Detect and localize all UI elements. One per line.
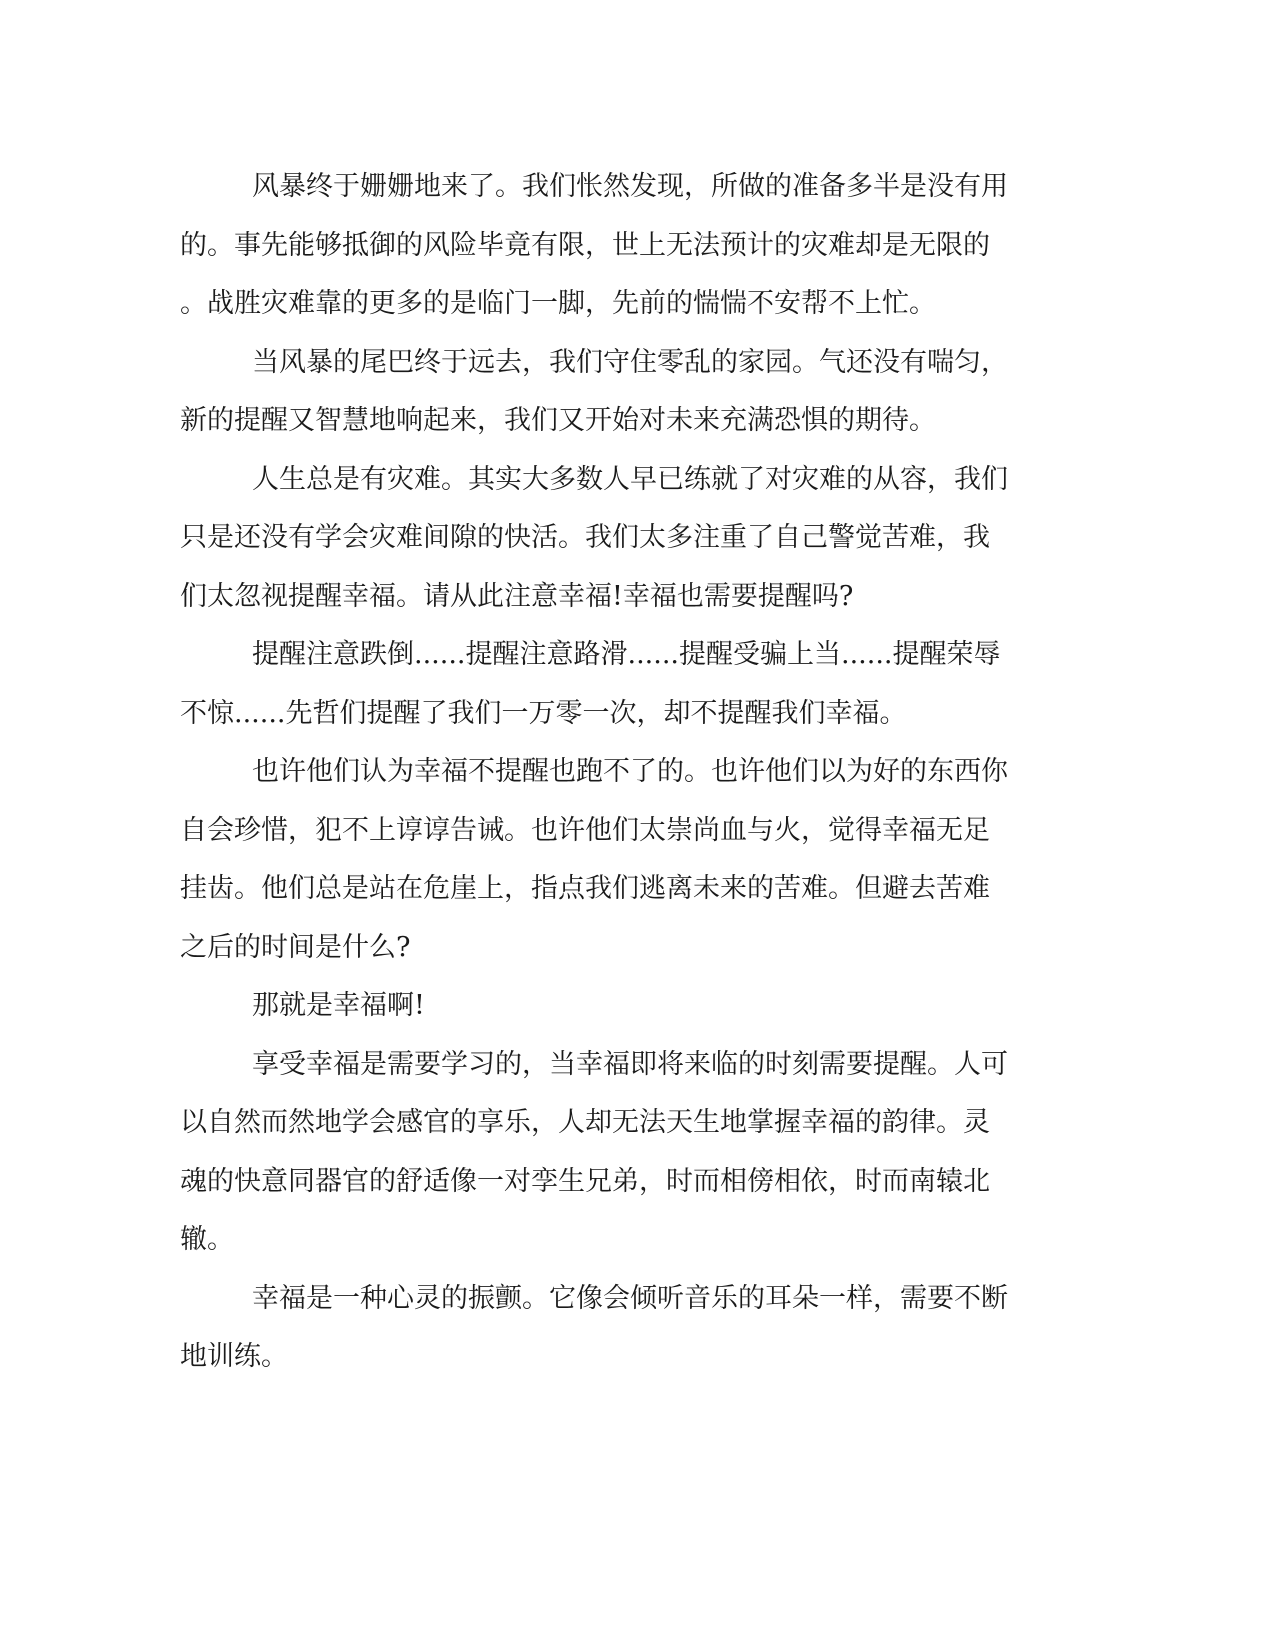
paragraph-line: 也许他们认为幸福不提醒也跑不了的。也许他们以为好的东西你: [252, 756, 1008, 787]
paragraph-7: [180, 1036, 1040, 1270]
paragraph-line: 当风暴的尾巴终于远去，我们守住零乱的家园。气还没有喘匀，: [252, 346, 1008, 378]
paragraph-line: 自会珍惜，犯不上谆谆告诫。也许他们太崇尚血与火，觉得幸福无足: [180, 814, 990, 846]
paragraph-line: 魂的快意同器官的舒适像一对孪生兄弟，时而相傍相依，时而南辕北: [180, 1165, 990, 1197]
paragraph-4: [180, 626, 1040, 743]
document-body: [180, 158, 1040, 1387]
paragraph-line: 的。事先能够抵御的风险毕竟有限，世上无法预计的灾难却是无限的: [180, 229, 990, 261]
paragraph-line: 新的提醒又智慧地响起来，我们又开始对未来充满恐惧的期待。: [180, 405, 936, 436]
paragraph-line: 只是还没有学会灾难间隙的快活。我们太多注重了自己警觉苦难，我: [180, 522, 990, 553]
paragraph-line: 享受幸福是需要学习的，当幸福即将来临的时刻需要提醒。人可: [252, 1048, 1008, 1080]
paragraph-line: 风暴终于姗姗地来了。我们怅然发现，所做的准备多半是没有用: [252, 171, 1008, 202]
paragraph-5: [180, 743, 1040, 977]
paragraph-3: [180, 451, 1040, 627]
paragraph-line: 之后的时间是什么?: [180, 931, 411, 963]
paragraph-line: 提醒注意跌倒......提醒注意路滑......提醒受骗上当......提醒荣辱: [252, 639, 1001, 670]
paragraph-line: 以自然而然地学会感官的享乐，人却无法天生地掌握幸福的韵律。灵: [180, 1107, 990, 1138]
paragraph-line: 。战胜灾难靠的更多的是临门一脚，先前的惴惴不安帮不上忙。: [180, 288, 936, 319]
paragraph-line: 那就是幸福啊!: [252, 990, 425, 1021]
paragraph-line: 辙。: [180, 1224, 234, 1255]
paragraph-line: 地训练。: [180, 1341, 288, 1372]
paragraph-line: 幸福是一种心灵的振颤。它像会倾听音乐的耳朵一样，需要不断: [252, 1282, 1008, 1314]
paragraph-8: [180, 1270, 1040, 1387]
paragraph-2: [180, 334, 1040, 451]
paragraph-line: 人生总是有灾难。其实大多数人早已练就了对灾难的从容，我们: [252, 463, 1008, 495]
paragraph-line: 们太忽视提醒幸福。请从此注意幸福!幸福也需要提醒吗?: [180, 580, 854, 612]
paragraph-1: [180, 158, 1040, 334]
paragraph-6: [180, 977, 1040, 1036]
paragraph-line: 挂齿。他们总是站在危崖上，指点我们逃离未来的苦难。但避去苦难: [180, 873, 990, 904]
paragraph-line: 不惊......先哲们提醒了我们一万零一次，却不提醒我们幸福。: [180, 697, 907, 729]
